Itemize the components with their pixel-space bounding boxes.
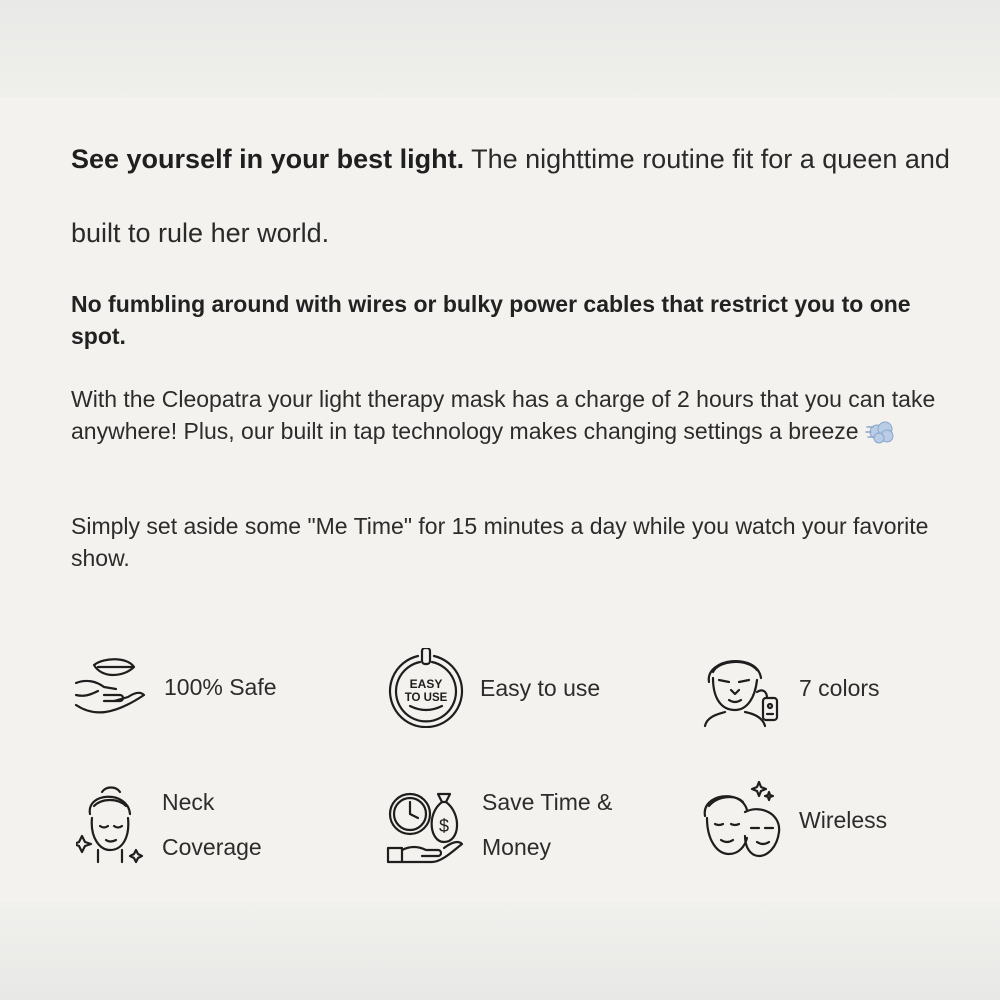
feature-neck-label <box>162 780 262 870</box>
me-time-paragraph: Simply set aside some "Me Time" for 15 minutes a day while you watch your favorite show. <box>71 513 929 571</box>
wireless-claim: No fumbling around with wires or bulky power cables that restrict you to one spot. <box>71 291 911 349</box>
intro-text <box>71 122 951 270</box>
feature-colors <box>701 648 880 728</box>
feature-safe-label: 100% Safe <box>164 673 277 700</box>
feature-wireless-label: Wireless <box>799 806 888 833</box>
two-faces-mask-icon <box>701 780 783 860</box>
charge-text: With the Cleopatra your light therapy mask has a charge of 2 hours that you can take anywhere! Plus, our built in tap technology makes changing settings a breeze <box>71 386 936 444</box>
feature-neck-line1: Neck <box>162 789 215 815</box>
bottom-band <box>0 902 1000 1000</box>
charge-paragraph <box>71 383 961 447</box>
feature-save-line1: Save Time & <box>482 789 613 815</box>
top-band <box>0 0 1000 97</box>
easy-to-use-badge-icon <box>388 648 464 728</box>
face-towel-sparkle-icon <box>76 784 146 866</box>
feature-easy-label: Easy to use <box>480 674 601 701</box>
breeze-emoji-icon <box>865 419 899 445</box>
svg-text:TO USE: TO USE <box>404 692 448 704</box>
feature-colors-label: 7 colors <box>799 674 880 701</box>
feature-save <box>386 780 612 870</box>
feature-neck-line2: Coverage <box>162 834 262 860</box>
feature-easy <box>388 648 600 728</box>
feature-wireless <box>701 780 887 860</box>
svg-text:EASY: EASY <box>409 677 443 691</box>
clock-money-hand-icon <box>386 784 466 866</box>
feature-save-label <box>482 780 612 870</box>
feature-neck <box>76 780 262 870</box>
svg-text:$: $ <box>438 816 450 836</box>
feature-save-line2: Money <box>482 834 552 860</box>
feature-safe <box>74 655 277 719</box>
hands-leaf-icon <box>74 655 148 719</box>
face-mask-remote-icon <box>701 648 783 728</box>
intro-rest: The nighttime routine fit for a queen and built to rule her world. <box>71 144 950 248</box>
intro-headline: See yourself in your best light. <box>71 144 465 174</box>
